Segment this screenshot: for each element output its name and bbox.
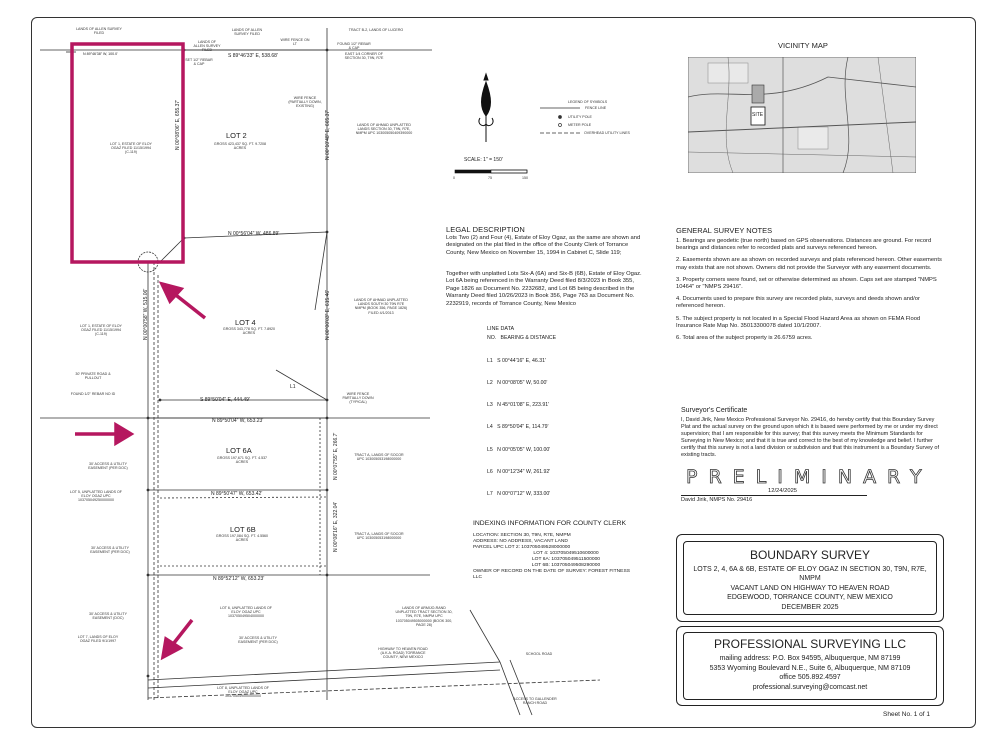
note-item: 1. Bearings are geodetic (true north) based on GPS observations. Distances are ground. For record bearings and distances refer to recorded plats and surveys referenced hereon. [676,238,932,252]
signature-line [681,495,867,496]
fence-label: FOUND 1/2" REBAR NO ID [70,392,116,396]
title-block-title: BOUNDARY SURVEY [749,548,871,562]
indexing-line: OWNER OF RECORD ON THE DATE OF SURVEY: FOREST FITNESS LLC [473,569,630,580]
legal-paragraph-1: Lots Two (2) and Four (4), Estate of Eloy Ogaz, as the same are shown and designated on the plat filed in the office of the County Clerk of Torrance County, New Mexico on November 15, 1994 in Cabinet C, Slide 119; [446,235,641,256]
lot1-label: LOT 1, ESTATE OF ELOY OGAZ FILED 11/15/1994 (C-119) [110,142,152,155]
line-data-row: L3 N 45°01'08" E, 223.91' [487,402,550,409]
line-data-title: LINE DATA [487,326,515,332]
lot6b-name: LOT 6B [230,525,256,534]
lot4-right-bearing: N 00°00'03" E, 615.46' [325,289,331,340]
scale-tick-75: 75 [488,176,492,180]
lot6b-right-bearing: N 00°08'16" E, 322.04' [333,501,339,552]
company-name: PROFESSIONAL SURVEYING LLC [713,637,907,651]
preliminary-stamp: PRELIMINARY [686,466,933,488]
lot8-label: LOT 8, UNPLATTED LANDS OF ELOY OGAZ UPC 103705049000000000 [217,686,269,699]
scale-tick-150: 150 [522,176,528,180]
note-item: 3. Property corners were found, set or otherwise determined as shown. Caps set are stamped "NMPS 10464" or "NMPS 29416". [676,276,937,291]
plat-corner-label: FOUND 1/2" REBAR & CAP [337,42,371,51]
access-label: ACCESS TO GALLENDER RANCH ROAD [513,697,557,706]
lot2-left-bearing: N 00°08'06" E, 655.37' [175,99,181,150]
lot7-label: LOT 7, LANDS OF ELOY OGAZ FILED 9/1/1997 [77,635,119,644]
legend-meter-pole: METER POLE [568,123,592,127]
fence-label: 30' PRIVATE ROAD & PULLOUT [75,372,111,381]
general-notes [676,238,944,347]
line-data-row: L7 N 00°07'12" W, 333.00' [487,491,551,498]
lot6a-right-bearing: N 00°07'55" E, 266.7' [333,432,339,480]
easement-label: 30' ACCESS & UTILITY EASEMENT (PER DOC) [90,546,130,555]
certificate-title: Surveyor's Certificate [681,407,748,414]
note-item: 6. Total area of the subject property is 26.6759 acres. [676,335,813,342]
easement-label: 30' ACCESS & UTILITY EASEMENT (PER DOC) [88,462,128,471]
company-line: professional.surveying@comcast.net [752,683,868,691]
title-block-outer [676,534,944,622]
school-road-label: SCHOOL ROAD [525,652,553,656]
lot6b-bottom-bearing: N 89°52'12" W, 653.23' [213,576,265,582]
certificate-signer: David Jirik, NMPS No. 29416 [681,497,753,503]
plat-corner-label: LANDS OF ALLEN SURVEY FILED [231,28,263,37]
line-data-row: L4 S 89°50'04" E, 114.79' [487,424,549,431]
title-block-line: EDGEWOOD, TORRANCE COUNTY, NEW MEXICO [727,594,893,602]
title-block-line: VACANT LAND ON HIGHWAY TO HEAVEN ROAD [730,584,890,592]
legend-overhead-lines: OVERHEAD UTILITY LINES [584,131,630,135]
ahmad2-label: LANDS OF AHMAD UNPLATTED LANDS SOUTH 30 T9N R7E NMPM (BOOK 356, PAGE 1826) FILED 4/1/2013 [354,298,408,315]
legal-paragraph-2: Together with unplatted Lots Six-A (6A) and Six-B (6B), Estate of Eloy Ogaz. Lot 6A being referenced in the Warranty Deed filed 8/3/2023 in Book 355, Page 1826 as Document No. 2232682, and Lot 6B being described in the Warranty Deed filed 10/26/2023 in Book 356, Page 763 as Document No. 2232919, records of Torrance County, New Mexico [446,271,642,307]
lot5-label: LOT 5, UNPLATTED LANDS OF ELOY OGAZ UPC 103705049250000000 [70,490,122,503]
plat-corner-label: WIRE FENCE ON LT [280,38,310,47]
top-bearing: S 89°46'33" E, 538.68' [228,53,278,59]
lot6a-bottom-bearing: N 89°50'47" W, 653.42' [211,491,263,497]
mid-bearing: N 00°56'04" W, 486.89' [228,231,280,237]
lot6a-area: GROSS 197,671 SQ. FT. 4.537 ACRES [216,456,268,465]
indexing-line: ADDRESS: NO ADDRESS, VACANT LAND [473,539,568,544]
line-data-row: L2 N 00°08'05" W, 50.00' [487,380,548,387]
lot6a-name: LOT 6A [226,446,252,455]
title-block-inner [683,541,937,615]
tract-a2-label: TRACT A, LANDS OF SOCOR UPC 103005053198000000 [354,532,404,541]
line-l1: L1 [290,384,296,390]
company-line: office 505.892.4597 [779,674,841,682]
easement-label: 30' ACCESS & UTILITY EASEMENT (DOC) [88,612,128,621]
scale-tick-0: 0 [453,176,455,180]
lot1-left-label: LOT 1, ESTATE OF ELOY OGAZ FILED 11/15/1994 (C-119) [80,324,122,337]
notes-title: GENERAL SURVEY NOTES [676,226,773,235]
company-line: 5353 Wyoming Boulevard N.E., Suite 6, Albuquerque, NM 87109 [709,664,911,672]
indexing-title: INDEXING INFORMATION FOR COUNTY CLERK [473,520,627,527]
easement-label: 30' ACCESS & UTILITY EASEMENT (PER DOC) [238,636,278,645]
plat-corner-label: LANDS OF ALLEN SURVEY FILED [193,40,221,53]
lot2-right-bearing: N 00°10'48" E, 665.37' [325,109,331,160]
plat-corner-label: EAST 1/4 CORNER OF SECTION 30, T9N, R7E [344,52,384,61]
fence-label: WIRE FENCE (PARTIALLY DOWN, EXISTING) [288,96,322,109]
highway-label: HIGHWAY TO HEAVEN ROAD (A.K.A. ROAD) TORRANCE COUNTY, NEW MEXICO [378,647,428,660]
legend-utility-pole: UTILITY POLE [568,115,592,119]
lot4-area: GROSS 343,778 SQ. FT. 7.8920 ACRES [222,327,276,336]
legend-fence: FENCE LINE [585,106,607,110]
indexing-line: LOT 6A: 103705049511500000 [531,557,601,562]
vicinity-map [688,57,916,173]
lot6b-area: GROSS 197,084 SQ. FT. 4.5560 ACRES [215,534,269,543]
symbols-legend-title: LEGEND OF SYMBOLS [568,100,608,104]
line-data-rows [487,343,550,506]
company-lines [684,654,936,692]
certificate-date: 12/24/2025 [768,488,798,494]
scale-label: SCALE: 1" = 150' [464,157,503,163]
line-data-header: NO. BEARING & DISTANCE [487,335,557,341]
title-block-lines [684,565,936,612]
certificate-text: I, David Jirik, New Mexico Professional Surveyor No. 29416, do hereby certify that this Boundary Survey Plat and the actual survey on the ground upon which it is based were performed by me or under my direct supervision; that I am responsible for this survey; that this survey meets the Minimum Standards for Surveying in New Mexico; and that it is true and correct to the best of my knowledge and belief. I further certify that this survey is not a land division or subdivision and that this instrument is a Boundary Survey of existing tracts. [681,417,940,458]
legal-title: LEGAL DESCRIPTION [446,225,525,234]
plat-corner-label: TRACT B-2, LANDS OF LUCERO [348,28,404,32]
lot2-name: LOT 2 [226,131,247,140]
indexing-line: PARCEL UPC LOT 2: 103705049528000000 [473,545,571,550]
note-item: 2. Easements shown are as shown on recorded surveys and plats referenced hereon. Other easements may exists that are not shown. Owners did not provide the Surveyor with any easement documents. [676,257,942,271]
sheet-number: Sheet No. 1 of 1 [883,711,930,718]
lot6-unplatted-label: LOT 6, UNPLATTED LANDS OF ELOY OGAZ UPC 103705049504000000 [220,606,272,619]
tract-a-label: TRACT A, LANDS OF SOCOR UPC 103005053198000000 [354,453,404,462]
company-block-inner [683,632,937,700]
fence-label: WIRE FENCE PARTIALLY DOWN (TYPICAL) [342,392,374,405]
title-block-line: DECEMBER 2025 [781,603,839,611]
indexing-lines [473,533,639,581]
line-data-row: L5 N 00°05'05" W, 100.00' [487,446,551,453]
lot4-name: LOT 4 [235,318,256,327]
indexing-line: LOT 4: 103705049510600000 [533,551,599,556]
indexing-line: LOCATION: SECTION 30, T9N, R7E, NMPM [473,533,571,538]
note-item: 5. The subject property is not located in a Special Flood Hazard Area as shown on FEMA Flood Insurance Rate Map No. 35013300078 dated 10/1/2007. [676,315,921,329]
line-data-row: L1 S 00°44'16" E, 46.31' [487,357,546,364]
lot6a-top-bearing: N 89°50'04" W, 653.23' [212,418,264,424]
lot4-bottom-bearing: S 89°50'04" E, 444.49' [200,397,250,403]
plat-corner-label: SET 1/2" REBAR & CAP [185,58,213,67]
top-left-bearing: N 89°46'38" W, 100.0' [83,52,118,56]
note-item: 4. Documents used to prepare this survey are recorded plats, surveys and deeds shown and/or referenced hereon. [676,296,920,310]
line-data-row: L6 N 00°12'34" W, 261.92' [487,468,551,475]
company-line: mailing address: P.O. Box 94595, Albuquerque, NM 87199 [719,655,901,662]
indexing-line: LOT 6B: 103705049508290000 [531,563,601,568]
vicinity-map-title: VICINITY MAP [778,41,828,50]
company-block-outer [676,626,944,706]
plat-corner-label: LANDS OF ALLEN SURVEY FILED [76,27,122,36]
lot4-left-bearing: N 00°00'58" W, 515.06' [143,288,149,340]
vicinity-site-label: SITE [752,112,764,118]
title-block-line: LOTS 2, 4, 6A & 6B, ESTATE OF ELOY OGAZ IN SECTION 30, T9N, R7E, NMPM [693,566,927,583]
bottom-right-label: LANDS OF ARMIJO-RAND UNPLATTED TRACT SECTION 30, T9N, R7E, NMPM UPC 103705049505000000 (BOOK 300, PAGE 28) [395,606,453,627]
lot2-area: GROSS 423,437 SQ. FT. 9.7208 ACRES [213,142,267,151]
ahmad-label: LANDS OF AHMAD UNPLATTED LANDS SECTION 30, T9N, R7E, NMPM UPC 103005050409390000 [355,123,413,136]
